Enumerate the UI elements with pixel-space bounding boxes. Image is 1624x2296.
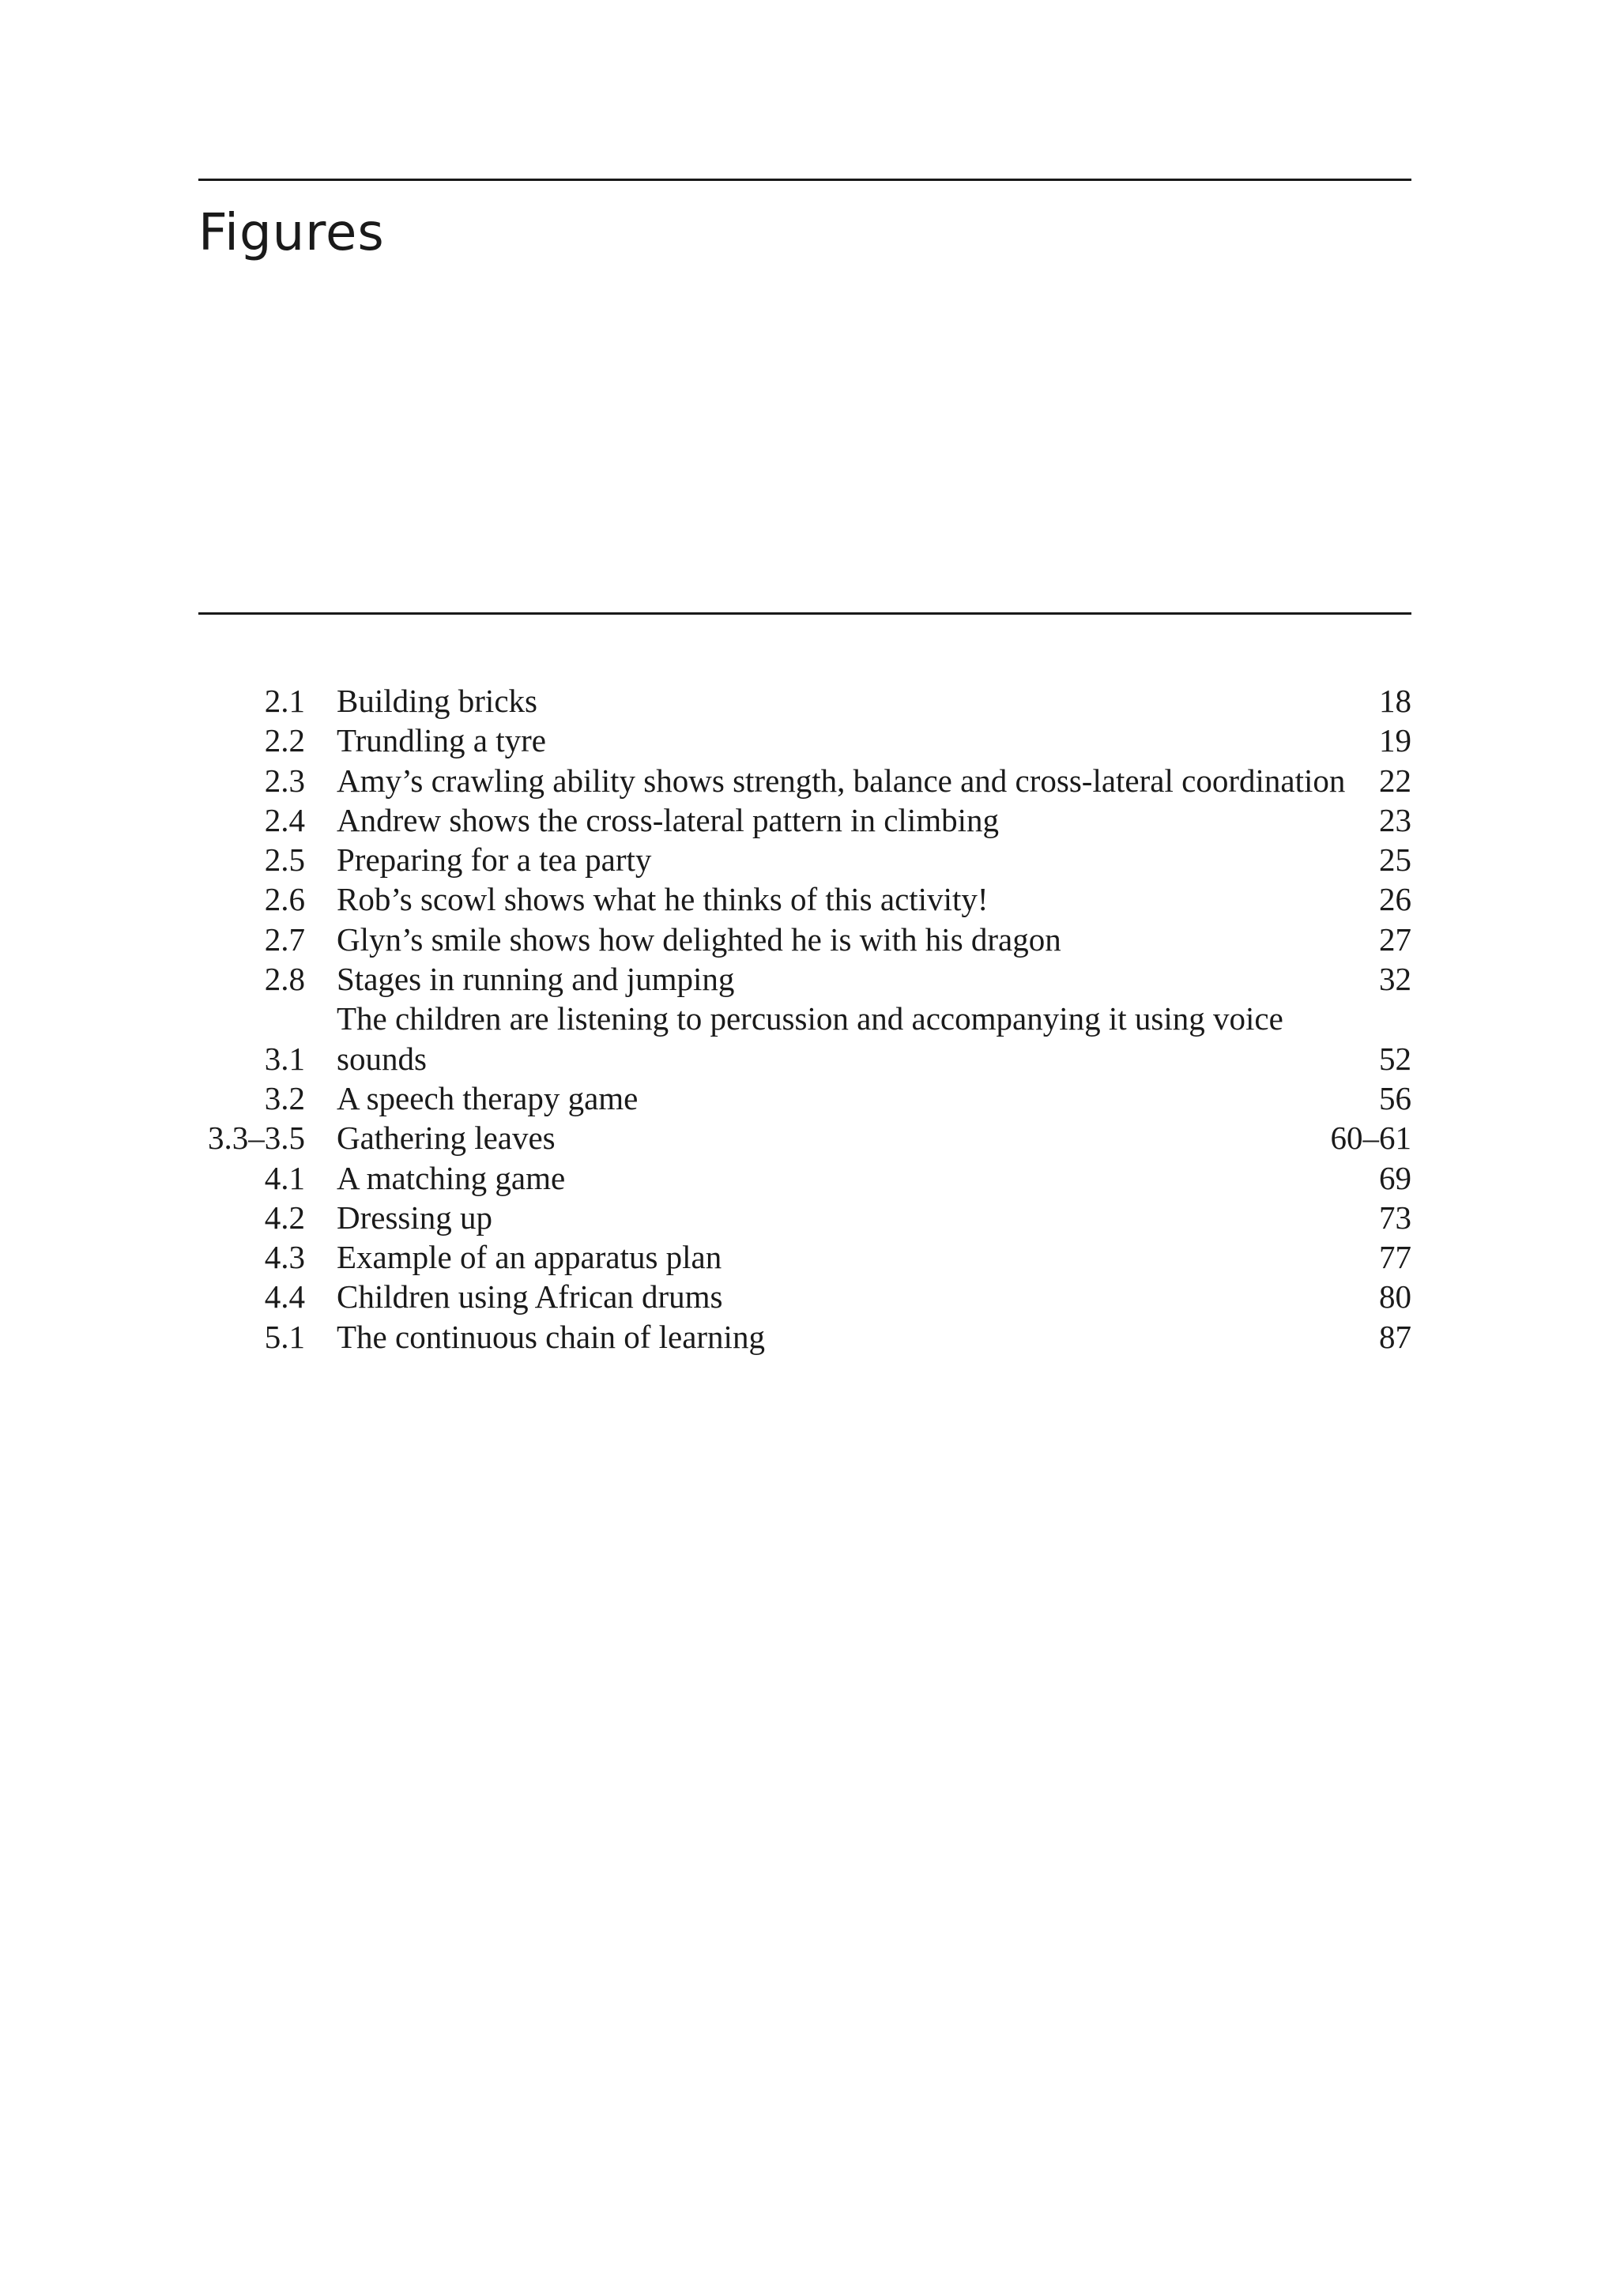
figure-page: 60–61 bbox=[1330, 1120, 1411, 1157]
figure-number: 4.2 bbox=[264, 1199, 305, 1236]
figure-number: 4.4 bbox=[264, 1278, 305, 1315]
figure-entry bbox=[198, 959, 1411, 999]
figure-page: 52 bbox=[1379, 1040, 1411, 1077]
figure-title: Building bricks bbox=[337, 683, 537, 719]
figure-number: 3.2 bbox=[264, 1079, 305, 1116]
figure-title: A matching game bbox=[337, 1159, 566, 1196]
figure-title: Rob’s scowl shows what he thinks of this activity! bbox=[337, 881, 989, 918]
figure-title: Trundling a tyre bbox=[337, 722, 546, 759]
figure-title: Children using African drums bbox=[337, 1278, 723, 1315]
figure-entry bbox=[198, 681, 1411, 721]
figure-title: The children are listening to percussion and accompanying it using voice sounds bbox=[337, 1000, 1283, 1077]
page-title: Figures bbox=[198, 204, 385, 262]
figure-entry bbox=[198, 999, 1411, 1078]
figure-title: Preparing for a tea party bbox=[337, 841, 652, 879]
figure-page: 77 bbox=[1379, 1239, 1411, 1276]
figure-number: 2.2 bbox=[264, 722, 305, 759]
figure-number: 3.1 bbox=[264, 1040, 305, 1077]
figure-number: 3.3–3.5 bbox=[208, 1120, 305, 1157]
figure-entry bbox=[198, 920, 1411, 959]
figure-number: 2.8 bbox=[264, 961, 305, 998]
figure-page: 27 bbox=[1379, 920, 1411, 958]
figure-page: 23 bbox=[1379, 801, 1411, 838]
figure-title: Glyn’s smile shows how delighted he is with his dragon bbox=[337, 920, 1061, 958]
figure-entry bbox=[198, 1198, 1411, 1237]
figure-title: Stages in running and jumping bbox=[337, 961, 735, 998]
figure-number: 5.1 bbox=[264, 1318, 305, 1355]
figure-page: 22 bbox=[1379, 762, 1411, 799]
figure-entry bbox=[198, 1277, 1411, 1316]
figure-entry bbox=[198, 840, 1411, 879]
figure-title: The continuous chain of learning bbox=[337, 1318, 765, 1355]
figure-page: 32 bbox=[1379, 961, 1411, 998]
figure-title: Andrew shows the cross-lateral pattern in climbing bbox=[337, 801, 999, 838]
figure-number: 4.3 bbox=[264, 1239, 305, 1276]
figure-number: 4.1 bbox=[264, 1159, 305, 1196]
figure-page: 69 bbox=[1379, 1159, 1411, 1196]
figure-title: Gathering leaves bbox=[337, 1120, 556, 1157]
figure-number: 2.4 bbox=[264, 801, 305, 838]
figure-number: 2.6 bbox=[264, 881, 305, 918]
figure-entry bbox=[198, 1237, 1411, 1277]
figure-title: A speech therapy game bbox=[337, 1079, 639, 1116]
figure-entry bbox=[198, 761, 1411, 800]
figure-entry bbox=[198, 879, 1411, 919]
figure-title: Amy’s crawling ability shows strength, balance and cross-lateral coordination bbox=[337, 762, 1346, 799]
figure-entry bbox=[198, 1317, 1411, 1357]
figure-page: 73 bbox=[1379, 1199, 1411, 1236]
section-rule bbox=[198, 612, 1411, 615]
figure-title: Dressing up bbox=[337, 1199, 493, 1236]
figure-entry bbox=[198, 1078, 1411, 1118]
figure-page: 19 bbox=[1379, 722, 1411, 759]
figure-entry bbox=[198, 1118, 1411, 1157]
figure-entry bbox=[198, 721, 1411, 760]
figure-title: Example of an apparatus plan bbox=[337, 1239, 722, 1276]
figure-number: 2.1 bbox=[264, 683, 305, 719]
figure-list bbox=[198, 681, 1411, 1357]
figure-page: 26 bbox=[1379, 881, 1411, 918]
figure-number: 2.7 bbox=[264, 920, 305, 958]
figure-page: 87 bbox=[1379, 1318, 1411, 1355]
figure-page: 56 bbox=[1379, 1079, 1411, 1116]
figure-number: 2.3 bbox=[264, 762, 305, 799]
figure-entry bbox=[198, 1158, 1411, 1198]
figure-entry bbox=[198, 800, 1411, 840]
figure-page: 25 bbox=[1379, 841, 1411, 879]
figure-number: 2.5 bbox=[264, 841, 305, 879]
top-rule bbox=[198, 179, 1411, 181]
figure-page: 80 bbox=[1379, 1278, 1411, 1315]
figure-page: 18 bbox=[1379, 683, 1411, 719]
